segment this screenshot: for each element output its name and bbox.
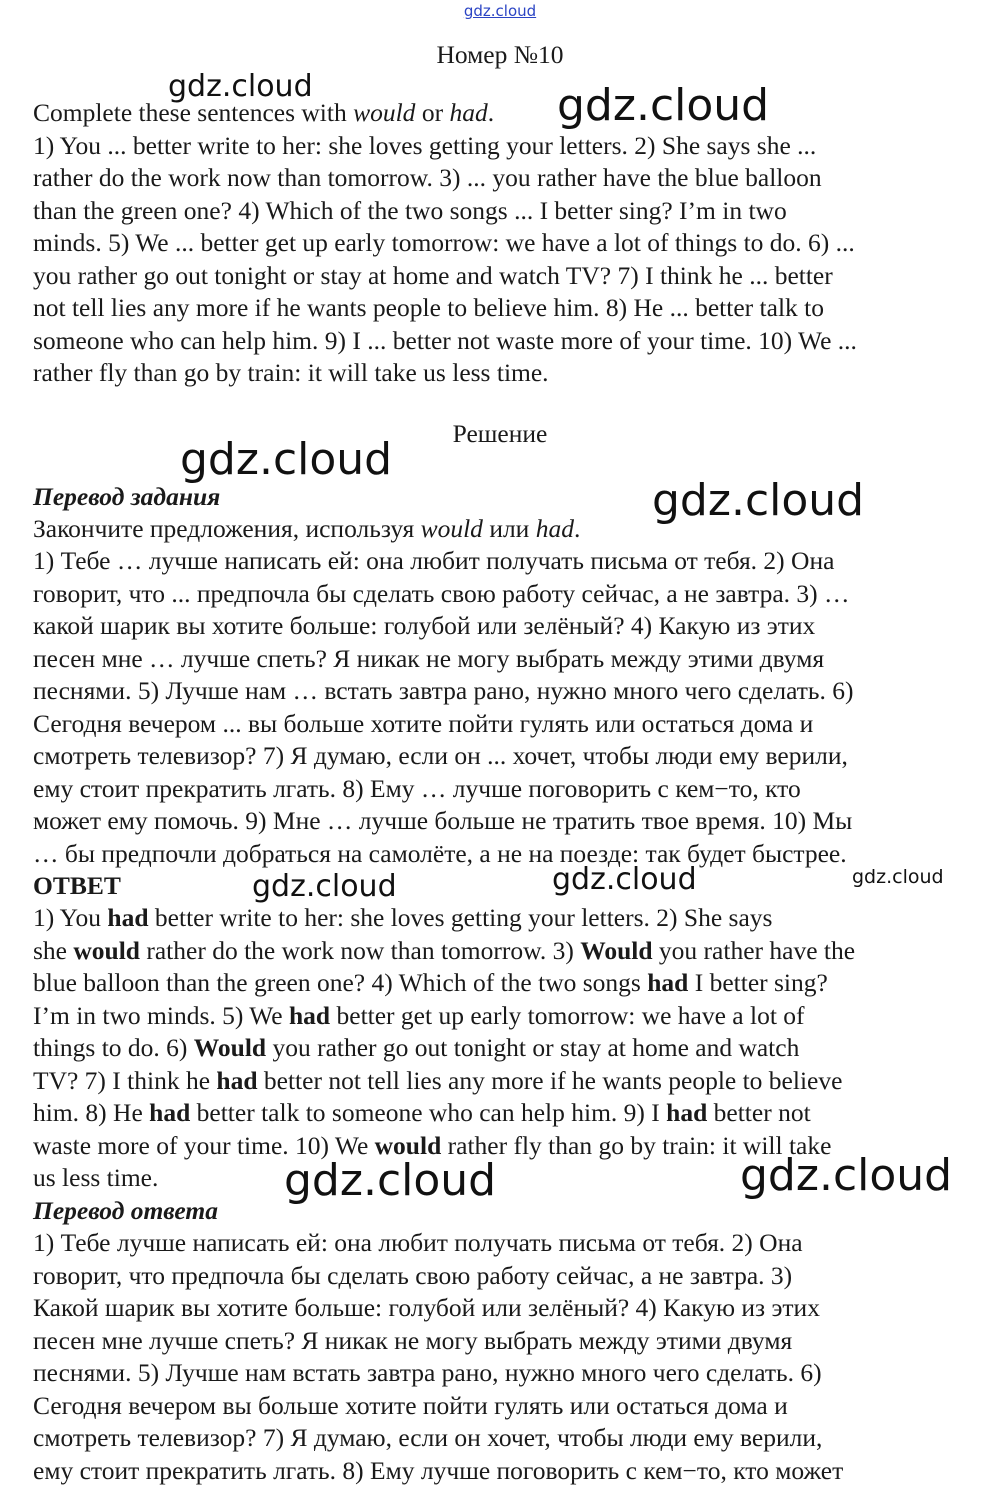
answer-line: blue balloon than the green one? 4) Which of the two songs had I better sing? [33, 968, 828, 997]
translation-answer-line: Какой шарик вы хотите больше: голубой или зелёный? 4) Какую из этих [33, 1293, 820, 1322]
task-line: someone who can help him. 9) I ... better not waste more of your time. 10) We ... [33, 326, 857, 355]
watermark: gdz.cloud [252, 869, 397, 904]
translation-answer-line: песнями. 5) Лучше нам встать завтра рано, нужно много чего сделать. 6) [33, 1358, 822, 1387]
watermark: gdz.cloud [552, 862, 697, 897]
task-line: not tell lies any more if he wants people to believe him. 8) He ... better talk to [33, 293, 824, 322]
watermark: gdz.cloud [740, 1150, 953, 1201]
translation-answer-line: говорит, что предпочла бы сделать свою работу сейчас, а не завтра. 3) [33, 1261, 793, 1290]
translation-answer-heading: Перевод ответа [33, 1196, 218, 1225]
page-title: Номер №10 [436, 40, 564, 69]
translation-task-line: какой шарик вы хотите больше: голубой или зелёный? 4) Какую из этих [33, 611, 816, 640]
watermark: gdz.cloud [652, 475, 865, 526]
translation-answer-line: ему стоит прекратить лгать. 8) Ему лучше поговорить с кем−то, кто может [33, 1456, 844, 1485]
watermark: gdz.cloud [557, 80, 770, 131]
answer-line: I’m in two minds. 5) We had better get up early tomorrow: we have a lot of [33, 1001, 805, 1030]
answer-line: TV? 7) I think he had better not tell lies any more if he wants people to believe [33, 1066, 843, 1095]
answer-line: things to do. 6) Would you rather go out tonight or stay at home and watch [33, 1033, 800, 1062]
answer-heading: ОТВЕТ [33, 871, 121, 900]
translation-task-line: Сегодня вечером ... вы больше хотите пойти гулять или остаться дома и [33, 709, 814, 738]
task-line: minds. 5) We ... better get up early tomorrow: we have a lot of things to do. 6) ... [33, 228, 855, 257]
translation-task-line: говорит, что ... предпочла бы сделать свою работу сейчас, а не завтра. 3) … [33, 579, 850, 608]
answer-line: she would rather do the work now than tomorrow. 3) Would you rather have the [33, 936, 856, 965]
translation-answer-line: смотреть телевизор? 7) Я думаю, если он хочет, чтобы люди ему верили, [33, 1423, 823, 1452]
translation-task-line: 1) Тебе … лучше написать ей: она любит получать письма от тебя. 2) Она [33, 546, 835, 575]
translation-task-line: … бы предпочли добраться на самолёте, а не на поезде: так будет быстрее. [33, 839, 847, 868]
answer-line: waste more of your time. 10) We would rather fly than go by train: it will take [33, 1131, 832, 1160]
translation-task-line: песнями. 5) Лучше нам … встать завтра рано, нужно много чего сделать. 6) [33, 676, 854, 705]
watermark: gdz.cloud [180, 434, 393, 485]
translation-task-line: смотреть телевизор? 7) Я думаю, если он ... хочет, чтобы люди ему верили, [33, 741, 848, 770]
watermark: gdz.cloud [852, 866, 944, 888]
watermark: gdz.cloud [284, 1155, 497, 1206]
task-line: rather fly than go by train: it will take us less time. [33, 358, 549, 387]
translation-answer-line: Сегодня вечером вы больше хотите пойти гулять или остаться дома и [33, 1391, 788, 1420]
translation-task-heading: Перевод задания [33, 482, 221, 511]
answer-line: us less time. [33, 1163, 159, 1192]
translation-task-intro: Закончите предложения, используя would или had. [33, 514, 581, 543]
watermark: gdz.cloud [168, 69, 313, 104]
task-line: 1) You ... better write to her: she loves getting your letters. 2) She says she ... [33, 131, 817, 160]
site-link[interactable]: gdz.cloud [463, 2, 537, 20]
task-intro: Complete these sentences with would or had. [33, 98, 495, 127]
translation-task-line: ему стоит прекратить лгать. 8) Ему … лучше поговорить с кем−то, кто [33, 774, 801, 803]
task-line: than the green one? 4) Which of the two songs ... I better sing? I’m in two [33, 196, 787, 225]
translation-task-line: песен мне … лучше спеть? Я никак не могу выбрать между этими двумя [33, 644, 825, 673]
answer-line: him. 8) He had better talk to someone who can help him. 9) I had better not [33, 1098, 811, 1127]
translation-task-line: может ему помочь. 9) Мне … лучше больше не тратить твое время. 10) Мы [33, 806, 853, 835]
translation-answer-line: песен мне лучше спеть? Я никак не могу выбрать между этими двумя [33, 1326, 793, 1355]
translation-answer-line: 1) Тебе лучше написать ей: она любит получать письма от тебя. 2) Она [33, 1228, 803, 1257]
answer-line: 1) You had better write to her: she loves getting your letters. 2) She says [33, 903, 773, 932]
task-line: you rather go out tonight or stay at home and watch TV? 7) I think he ... better [33, 261, 833, 290]
solution-heading: Решение [452, 419, 548, 448]
task-line: rather do the work now than tomorrow. 3) ... you rather have the blue balloon [33, 163, 822, 192]
